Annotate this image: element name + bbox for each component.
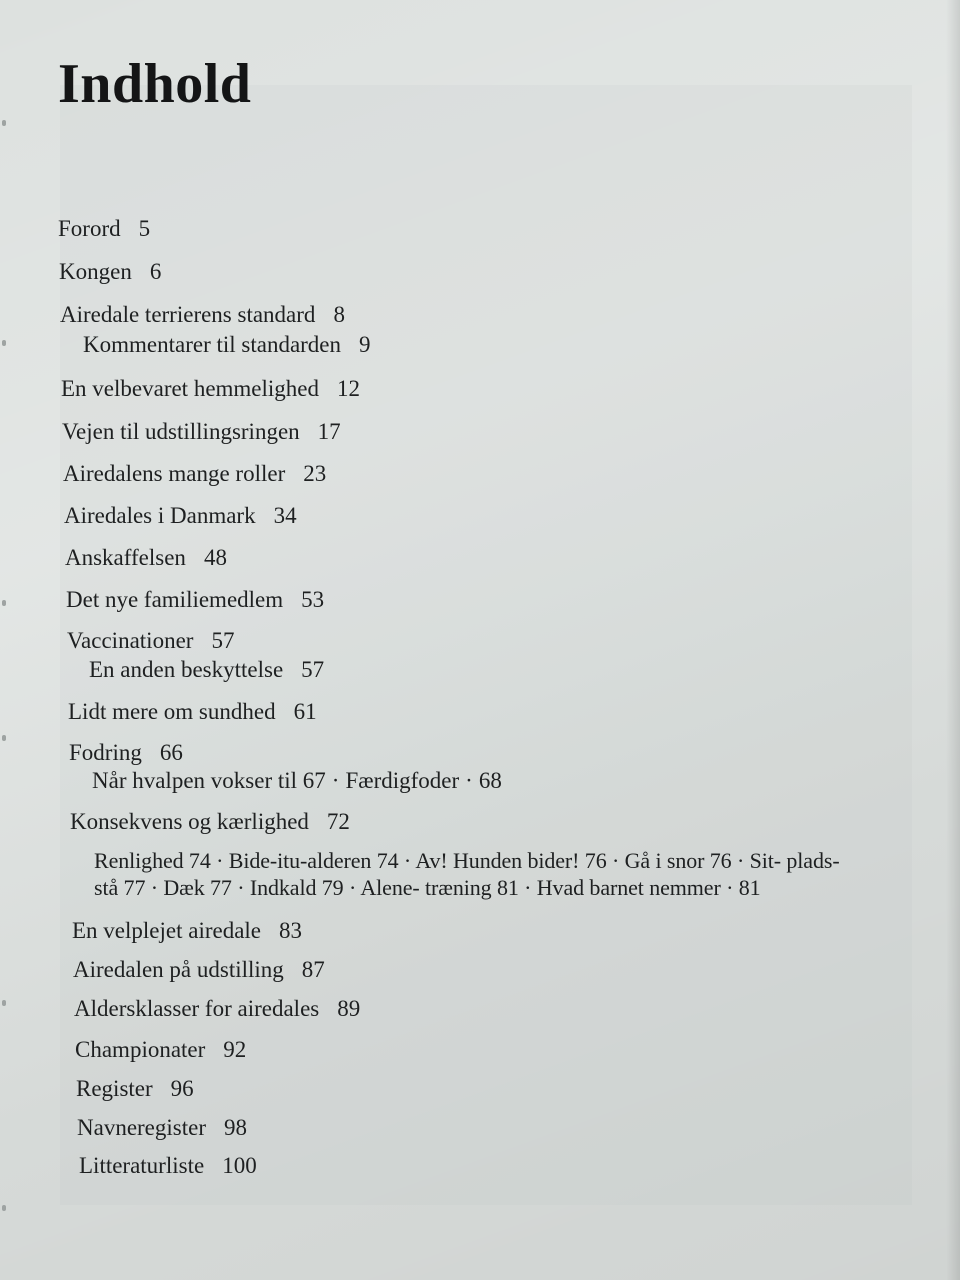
binding-stitch [2,340,6,346]
toc-entry-label: Fodring [69,740,142,765]
toc-entry [74,994,360,1024]
toc-entry-label: Forord [58,216,121,241]
toc-entry-page: 100 [222,1153,257,1178]
toc-entry-label: Vaccinationer [67,628,194,653]
toc-entry [66,585,324,615]
toc-entry-label: En velplejet airedale [72,918,262,943]
binding-stitch [2,1000,6,1006]
toc-entry-page: 12 [337,376,361,401]
toc-entry-label: Vejen til udstillingsringen [62,419,300,444]
toc-entry [70,807,350,837]
toc-subentry [94,873,761,903]
toc-entry-label: Anskaffelsen [65,545,186,570]
toc-entry-page: 92 [223,1037,247,1062]
binding-stitch [2,735,6,741]
toc-entry-page: 87 [301,957,325,982]
toc-entry-page: 23 [303,461,327,486]
toc-separator: · [465,768,473,793]
toc-subentry [83,330,371,360]
toc-entry [69,738,183,768]
toc-entry-label: Aldersklasser for airedales [74,996,320,1021]
toc-entry-label: Airedale terrierens standard [60,302,316,327]
toc-entry [64,501,297,531]
toc-subentry [92,766,502,796]
toc-entry [59,257,161,287]
toc-separator: · [331,768,340,793]
toc-entry-label: Litteraturliste [79,1153,205,1178]
toc-entry-page: 96 [170,1076,194,1101]
toc-entry-page: 57 [301,657,325,682]
toc-entry [76,1074,194,1104]
toc-entry [62,417,341,447]
toc-entry-page: 17 [317,419,341,444]
toc-entry [75,1035,246,1065]
toc-run-text: Når hvalpen vokser til 67 [92,768,326,793]
toc-entry [58,214,150,244]
binding-stitch [2,120,6,126]
toc-entry-page: 6 [149,259,162,284]
toc-entry-label: Kongen [59,259,132,284]
toc-entry-page: 57 [211,628,235,653]
binding-stitch [2,1205,6,1211]
toc-entry [61,374,360,404]
toc-entry-page: 8 [333,302,345,327]
toc-entry-page: 68 [478,768,502,793]
toc-entry-label: Kommentarer til standarden [83,332,342,357]
toc-entry-label: Register [76,1076,153,1101]
toc-entry-label: Lidt mere om sundhed [68,699,276,724]
toc-entry-label: Det nye familiemedlem [66,587,284,612]
toc-subentry [94,846,840,876]
toc-entry-page: 9 [359,332,371,357]
toc-entry [72,916,302,946]
toc-run-text: stå 77 · Dæk 77 · Indkald 79 · Alene- træning 81 · Hvad barnet nemmer · 81 [94,875,761,900]
toc-entry-page: 83 [279,918,303,943]
toc-entry-page: 72 [326,809,350,834]
toc-entry-page: 53 [301,587,325,612]
toc-entry [77,1113,247,1143]
toc-entry [60,300,345,330]
toc-entry-page: 34 [273,503,297,528]
toc-entry-page: 89 [337,996,361,1021]
toc-run-text: Renlighed 74 · Bide-itu-alderen 74 · Av! Hunden bider! 76 · Gå i snor 76 · Sit- plads- [94,848,840,873]
toc-entry-label: En anden beskyttelse [89,657,284,682]
toc-entry [79,1151,257,1181]
toc-entry-label: Airedalen på udstilling [73,957,284,982]
toc-entry-page: 48 [203,545,227,570]
toc-entry [68,697,317,727]
toc-entry-page: 66 [159,740,183,765]
toc-entry-label: En velbevaret hemmelighed [61,376,320,401]
page-title: Indhold [58,53,252,115]
toc-run-text: Færdigfoder [345,768,460,793]
toc-entry-label: Konsekvens og kærlighed [70,809,309,834]
toc-entry [67,626,234,656]
toc-entry-label: Navneregister [77,1115,206,1140]
toc-entry-page: 5 [138,216,151,241]
toc-entry-label: Championater [75,1037,206,1062]
toc-entry [65,543,227,573]
toc-entry-label: Airedalens mange roller [63,461,286,486]
toc-entry-label: Airedales i Danmark [64,503,256,528]
toc-entry [73,955,325,985]
toc-entry-page: 98 [224,1115,247,1140]
toc-entry-page: 61 [293,699,317,724]
toc-subentry [89,655,324,685]
toc-entry [63,459,326,489]
binding-stitch [2,600,6,606]
